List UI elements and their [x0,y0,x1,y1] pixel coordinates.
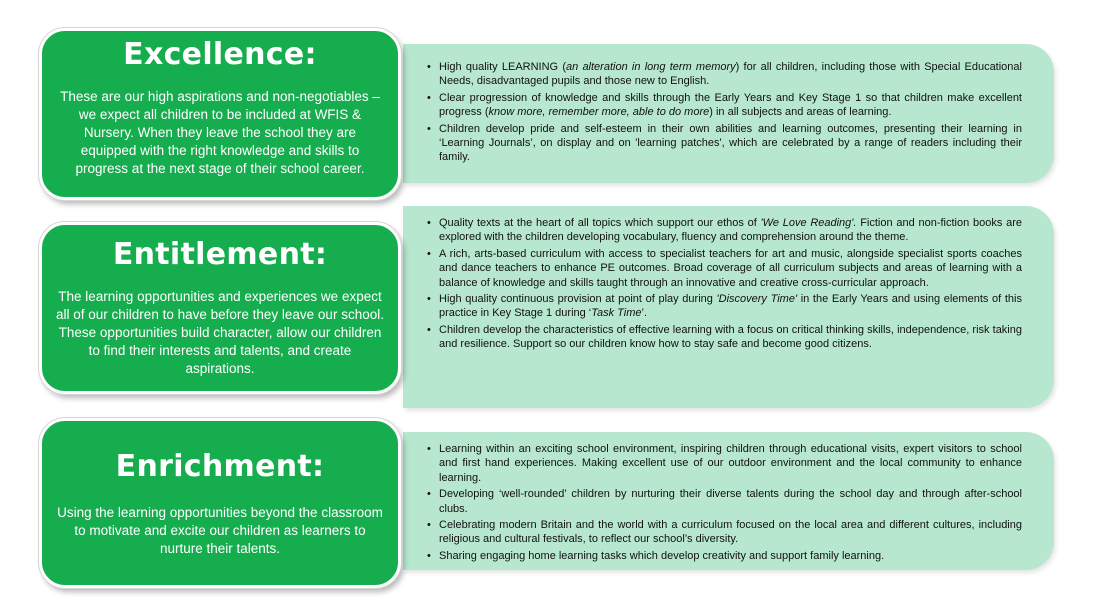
entitlement-card [39,222,401,394]
excellence-details-panel [403,44,1054,183]
enrichment-description: Using the learning opportunities beyond the classroom to motivate and excite our children as learners to nurture their talents. [57,505,383,556]
excellence-description: These are our high aspirations and non-negotiables – we expect all children to be included at WFIS & Nursery. When they leave the school they are equipped with the right knowledge and skills to progress at the next stage of their school career. [60,89,380,176]
bullet-item: • Sharing engaging home learning tasks which develop creativity and support family learning. [425,549,1022,563]
bullet-item: • Celebrating modern Britain and the world with a curriculum focused on the local area and different cultures, including religious and cultural festivals, to reflect our school’s diversity. [425,518,1022,547]
bullet-item: • High quality continuous provision at point of play during 'Discovery Time' in the Early Years and using elements of this practice in Key Stage 1 during ‘Task Time’. [425,292,1022,321]
enrichment-title: Enrichment: [115,449,325,484]
bullet-item: • High quality LEARNING (an alteration in long term memory) for all children, including those with Special Educational Needs, disadvantaged pupils and those new to English. [425,60,1022,89]
entitlement-title: Entitlement: [112,237,328,272]
enrichment-details-panel [403,432,1054,570]
bullet-item: • Learning within an exciting school environment, inspiring children through educational visits, expert visitors to school and first hand experiences. Making excellent use of our outdoor environment and the local community to enhance learning. [425,442,1022,485]
bullet-item: • Developing ‘well-rounded’ children by nurturing their diverse talents during the school day and through after-school clubs. [425,487,1022,516]
excellence-bullet-list [425,60,1022,165]
entitlement-details-panel [403,206,1054,408]
bullet-item: • Clear progression of knowledge and skills through the Early Years and Key Stage 1 so that children make excellent progress (know more, remember more, able to do more) in all subjects and areas of learning. [425,91,1022,120]
bullet-item: • Quality texts at the heart of all topics which support our ethos of 'We Love Reading'. Fiction and non-fiction books are explored with the children developing vocabulary, fluency and comprehension around the theme. [425,216,1022,245]
excellence-card [39,28,401,200]
enrichment-bullet-list [425,442,1022,563]
excellence-title: Excellence: [123,37,317,72]
entitlement-description: The learning opportunities and experiences we expect all of our children to have before they leave our school. These opportunities build character, allow our children to find their interests and talents, and create aspirations. [56,289,384,376]
enrichment-card [39,418,401,588]
bullet-item: • Children develop the characteristics of effective learning with a focus on critical thinking skills, independence, risk taking and resilience. Support so our children know how to stay safe and become good citizens. [425,323,1022,352]
entitlement-bullet-list [425,216,1022,352]
bullet-item: • Children develop pride and self-esteem in their own abilities and learning outcomes, presenting their learning in ‘Learning Journals’, on display and on 'learning patches', which are celebrated by a range of readers including their family. [425,122,1022,165]
bullet-item: • A rich, arts-based curriculum with access to specialist teachers for art and music, alongside specialist sports coaches and dance teachers to enhance PE outcomes. Broad coverage of all curriculum subjects and areas of learning with a balance of knowledge and skills taught through an innovative and creative cross-curricular approach. [425,247,1022,290]
